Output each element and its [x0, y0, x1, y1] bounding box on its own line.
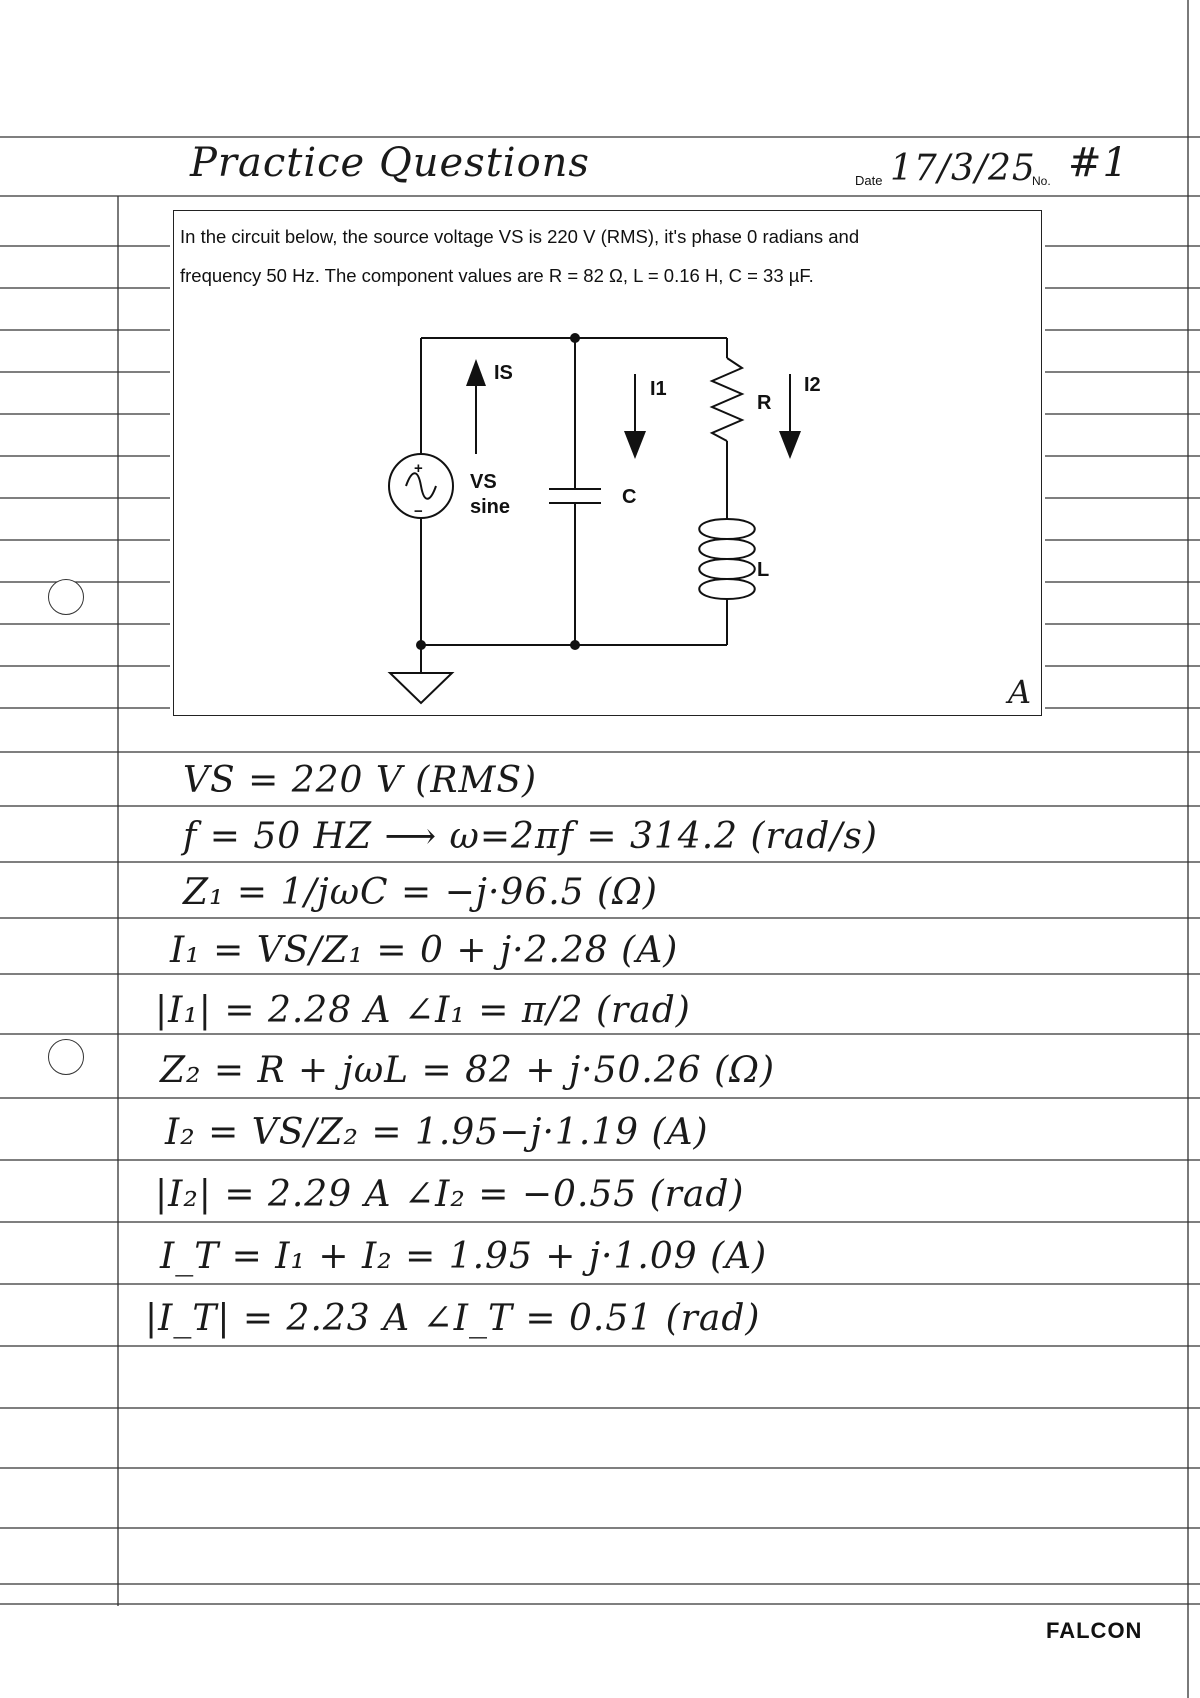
binder-hole-bottom	[48, 1039, 84, 1075]
solution-line: VS = 220 V (RMS)	[183, 760, 538, 801]
binder-hole-top	[48, 579, 84, 615]
solution-line: f = 50 HZ ⟶ ω=2πf = 314.2 (rad/s)	[183, 816, 878, 857]
problem-line-2: frequency 50 Hz. The component values are R = 82 Ω, L = 0.16 H, C = 33 µF.	[180, 265, 814, 286]
solution-line: |I₂| = 2.29 A ∠I₂ = −0.55 (rad)	[155, 1174, 745, 1215]
circuit-diagram	[174, 211, 1041, 715]
label-l: L	[757, 559, 770, 581]
page-title: Practice Questions	[190, 140, 590, 186]
solution-line: Z₂ = R + jωL = 82 + j·50.26 (Ω)	[160, 1050, 776, 1091]
solution-line: Z₁ = 1/jωC = −j·96.5 (Ω)	[183, 872, 658, 913]
number-value: #1	[1068, 140, 1129, 186]
box-corner-mark: A	[1008, 673, 1033, 711]
solution-line: I₁ = VS/Z₁ = 0 + j·2.28 (A)	[170, 930, 679, 971]
label-minus: −	[414, 503, 423, 520]
label-c: C	[622, 486, 637, 508]
date-label: Date	[855, 173, 883, 188]
label-r: R	[757, 392, 772, 414]
date-value: 17/3/25	[890, 148, 1036, 189]
problem-statement-box	[173, 210, 1042, 716]
solution-line: I₂ = VS/Z₂ = 1.95−j·1.19 (A)	[165, 1112, 709, 1153]
label-vs: VS	[470, 471, 497, 493]
label-i2: I2	[804, 374, 821, 396]
label-is: IS	[494, 362, 513, 384]
problem-line-1: In the circuit below, the source voltage VS is 220 V (RMS), it's phase 0 radians and	[180, 226, 860, 247]
solution-line: |I₁| = 2.28 A ∠I₁ = π/2 (rad)	[155, 990, 691, 1031]
label-plus: +	[414, 460, 423, 477]
label-sine: sine	[470, 496, 511, 518]
brand-logo-text: FALCON	[1046, 1618, 1143, 1643]
solution-line: I_T = I₁ + I₂ = 1.95 + j·1.09 (A)	[160, 1236, 768, 1277]
label-i1: I1	[650, 378, 667, 400]
number-label: No.	[1032, 174, 1051, 188]
solution-line: |I_T| = 2.23 A ∠I_T = 0.51 (rad)	[145, 1298, 761, 1339]
